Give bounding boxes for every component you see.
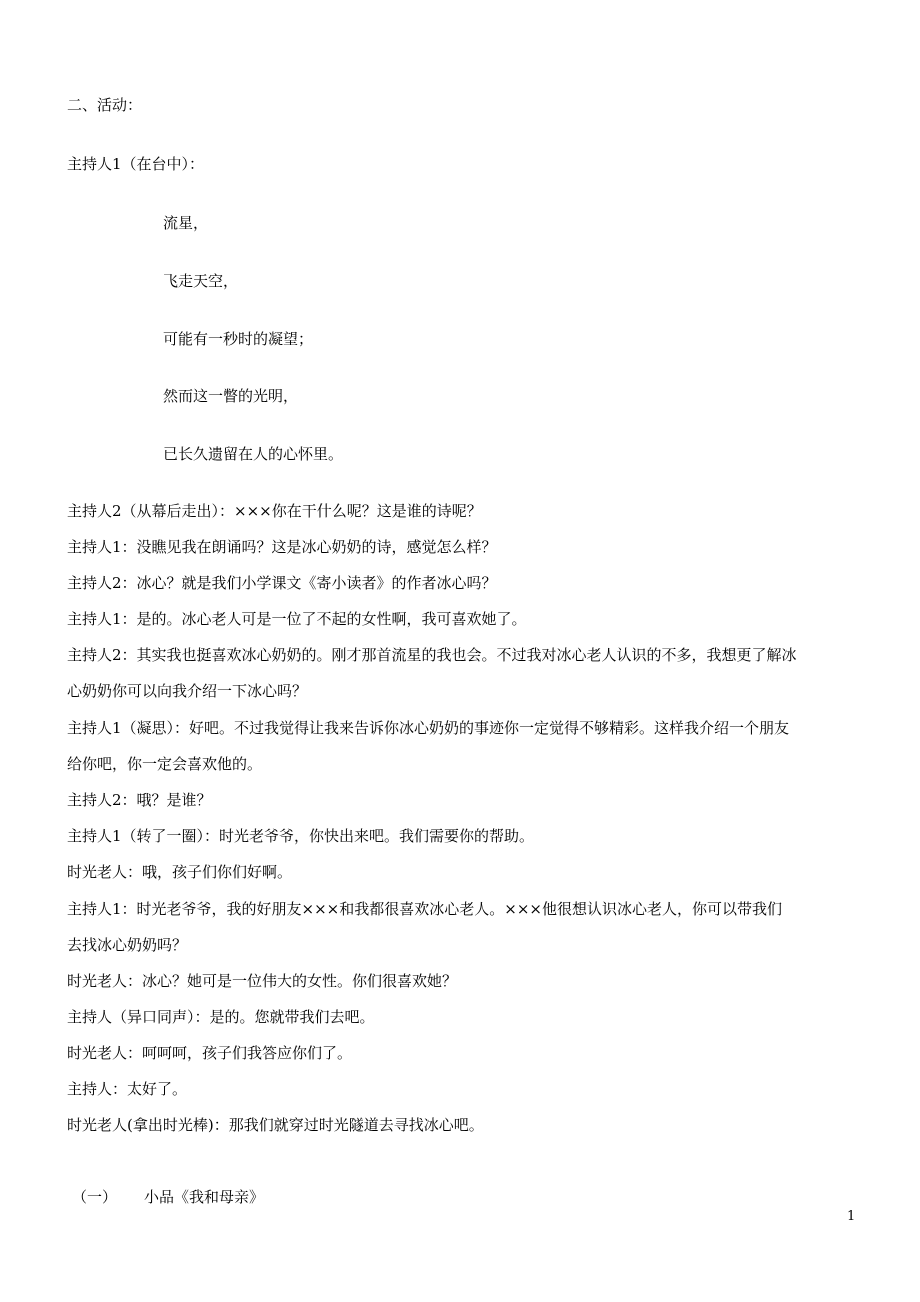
- poem-line: 可能有一秒时的凝望；: [163, 330, 314, 348]
- dialogue-line: 主持人：太好了。: [67, 1080, 188, 1098]
- dialogue-line: 主持人1：时光老爷爷，我的好朋友×××和我都很喜欢冰心老人。×××他很想认识冰心老人，你可以带我们: [67, 900, 782, 918]
- dialogue-line: 心奶奶你可以向我介绍一下冰心吗？: [67, 682, 308, 700]
- dialogue-line: 主持人1（转了一圈）：时光老爷爷，你快出来吧。我们需要你的帮助。: [67, 827, 535, 845]
- dialogue-line: 主持人2：冰心？就是我们小学课文《寄小读者》的作者冰心吗？: [67, 574, 497, 592]
- poem-line: 然而这一瞥的光明，: [163, 387, 299, 405]
- dialogue-line: 时光老人：哦，孩子们你们好啊。: [67, 863, 293, 881]
- page-number: 1: [847, 1209, 856, 1224]
- dialogue-line: 给你吧，你一定会喜欢他的。: [67, 755, 263, 773]
- dialogue-line: 主持人2（从幕后走出）：×××你在干什么呢？这是谁的诗呢？: [67, 502, 482, 520]
- dialogue-line: 主持人1（凝思）：好吧。不过我觉得让我来告诉你冰心奶奶的事迹你一定觉得不够精彩。这样我介绍一个朋友: [67, 719, 790, 737]
- dialogue-line: 主持人2：哦？是谁？: [67, 791, 212, 809]
- dialogue-line: 主持人2：其实我也挺喜欢冰心奶奶的。刚才那首流星的我也会。不过我对冰心老人认识的不多，我想更了解冰: [67, 646, 797, 664]
- host1-intro-line: 主持人1（在台中）：: [67, 155, 205, 173]
- poem-line: 流星，: [163, 214, 209, 232]
- poem-line: 已长久遗留在人的心怀里。: [163, 445, 344, 463]
- dialogue-line: 时光老人(拿出时光棒)：那我们就穿过时光隧道去寻找冰心吧。: [67, 1116, 484, 1134]
- dialogue-line: 时光老人：冰心？她可是一位伟大的女性。你们很喜欢她？: [67, 972, 458, 990]
- poem-line: 飞走天空，: [163, 272, 239, 290]
- dialogue-line: 时光老人：呵呵呵，孩子们我答应你们了。: [67, 1044, 353, 1062]
- sketch-title: 小品《我和母亲》: [144, 1188, 265, 1206]
- section-heading: 二、活动：: [67, 96, 143, 114]
- dialogue-line: 主持人1：没瞧见我在朗诵吗？这是冰心奶奶的诗，感觉怎么样？: [67, 538, 497, 556]
- dialogue-line: 主持人（异口同声）：是的。您就带我们去吧。: [67, 1008, 375, 1026]
- dialogue-line: 主持人1：是的。冰心老人可是一位了不起的女性啊，我可喜欢她了。: [67, 610, 527, 628]
- sketch-number: （一）: [72, 1188, 118, 1206]
- dialogue-line: 去找冰心奶奶吗？: [67, 936, 188, 954]
